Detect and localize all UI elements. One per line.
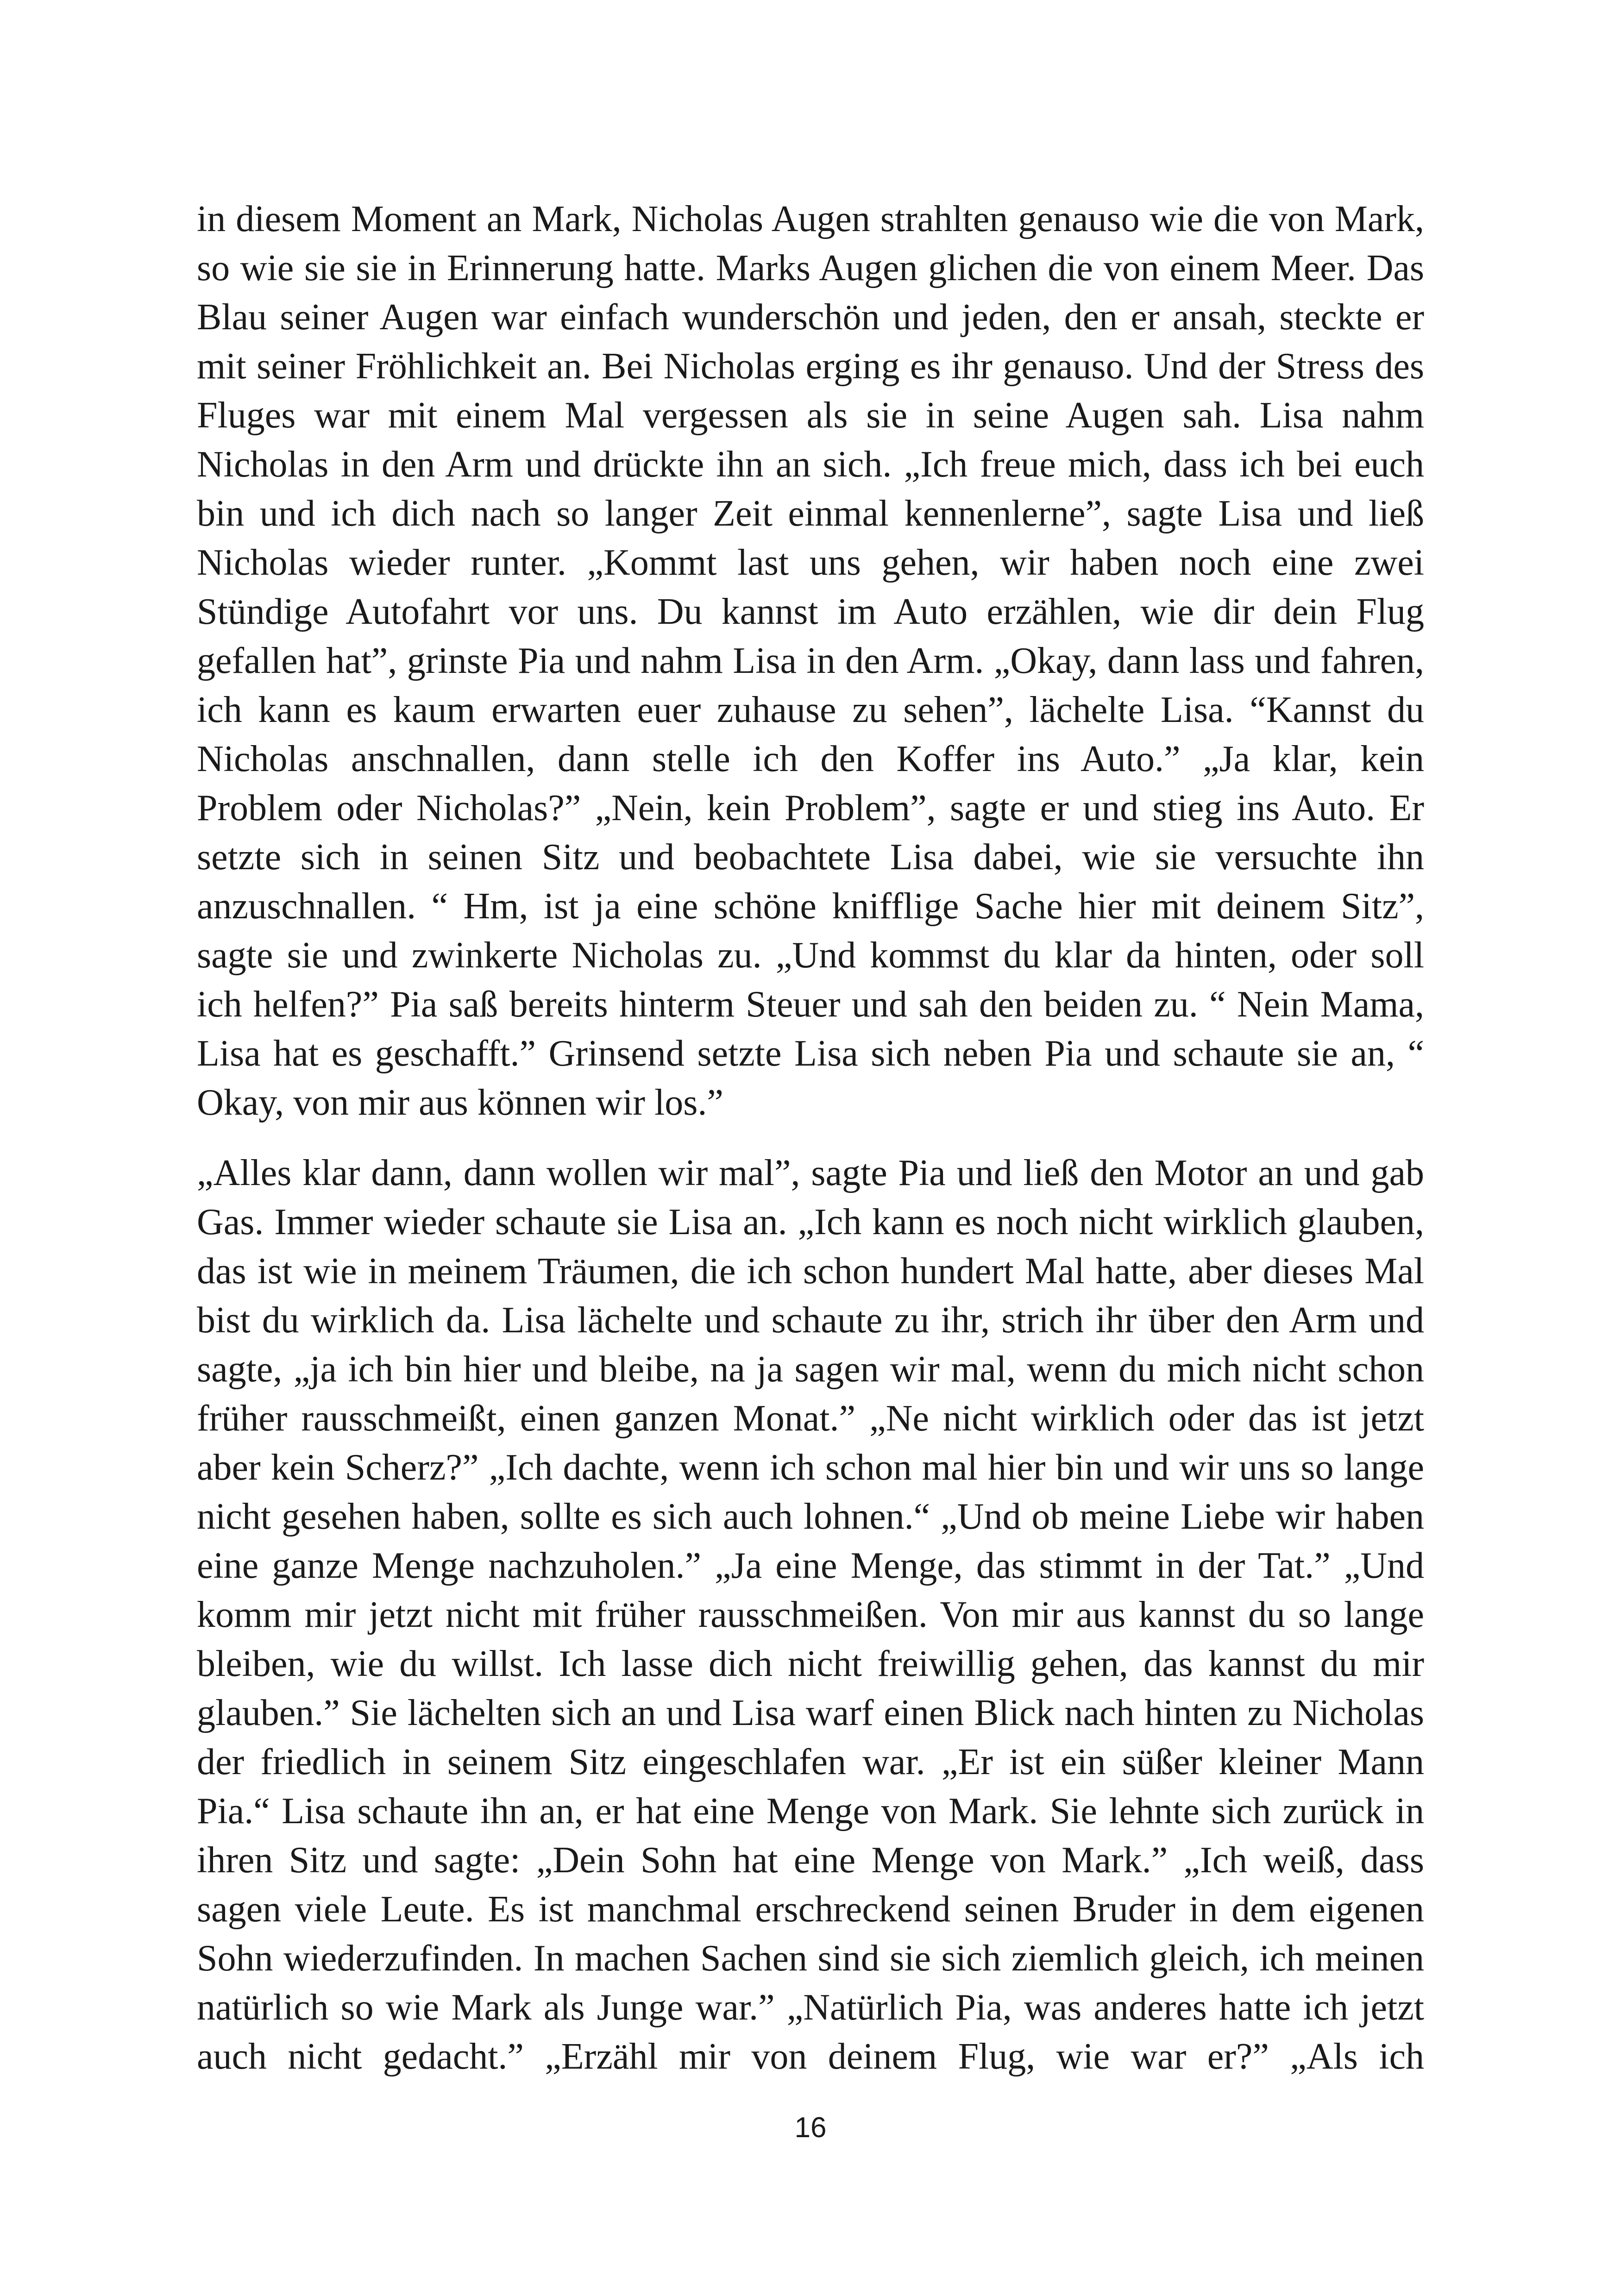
text-line: Problem oder Nicholas?” „Nein, kein Problem”, sagte er und stieg ins Auto. Er xyxy=(197,788,1424,828)
text-line: „Alles klar dann, dann wollen wir mal”, sagte Pia und ließ den Motor an und gab xyxy=(197,1153,1424,1193)
text-line: bleiben, wie du willst. Ich lasse dich nicht freiwillig gehen, das kannst du mir xyxy=(197,1644,1424,1684)
text-line: Stündige Autofahrt vor uns. Du kannst im Auto erzählen, wie dir dein Flug xyxy=(197,591,1424,632)
text-line: Okay, von mir aus können wir los.” xyxy=(197,1082,723,1123)
text-line: das ist wie in meinem Träumen, die ich schon hundert Mal hatte, aber dieses Mal xyxy=(197,1251,1424,1292)
text-line: Fluges war mit einem Mal vergessen als sie in seine Augen sah. Lisa nahm xyxy=(197,395,1424,436)
text-line: der friedlich in seinem Sitz eingeschlafen war. „Er ist ein süßer kleiner Mann xyxy=(197,1742,1424,1782)
text-line: ich kann es kaum erwarten euer zuhause zu sehen”, lächelte Lisa. “Kannst du xyxy=(197,690,1424,730)
text-line: sagte, „ja ich bin hier und bleibe, na ja sagen wir mal, wenn du mich nicht schon xyxy=(197,1349,1424,1390)
text-line: natürlich so wie Mark als Junge war.” „Natürlich Pia, was anderes hatte ich jetzt xyxy=(197,1987,1424,2028)
text-line: sagen viele Leute. Es ist manchmal erschreckend seinen Bruder in dem eigenen xyxy=(197,1889,1424,1930)
text-line: so wie sie sie in Erinnerung hatte. Marks Augen glichen die von einem Meer. Das xyxy=(197,248,1424,289)
text-line: nicht gesehen haben, sollte es sich auch lohnen.“ „Und ob meine Liebe wir haben xyxy=(197,1496,1424,1537)
text-line: Gas. Immer wieder schaute sie Lisa an. „Ich kann es noch nicht wirklich glauben, xyxy=(197,1202,1424,1242)
text-line: Pia.“ Lisa schaute ihn an, er hat eine Menge von Mark. Sie lehnte sich zurück in xyxy=(197,1791,1424,1832)
text-line: aber kein Scherz?” „Ich dachte, wenn ich schon mal hier bin und wir uns so lange xyxy=(197,1447,1424,1488)
paragraph-1 xyxy=(197,194,1424,1127)
paragraph-2 xyxy=(197,1148,1424,2081)
text-line: eine ganze Menge nachzuholen.” „Ja eine Menge, das stimmt in der Tat.” „Und xyxy=(197,1545,1424,1586)
text-line: früher rausschmeißt, einen ganzen Monat.” „Ne nicht wirklich oder das ist jetzt xyxy=(197,1398,1424,1439)
text-line: gefallen hat”, grinste Pia und nahm Lisa in den Arm. „Okay, dann lass und fahren, xyxy=(197,640,1424,681)
text-line: ihren Sitz und sagte: „Dein Sohn hat eine Menge von Mark.” „Ich weiß, dass xyxy=(197,1840,1424,1881)
text-line: bist du wirklich da. Lisa lächelte und schaute zu ihr, strich ihr über den Arm und xyxy=(197,1300,1424,1341)
text-line: Nicholas wieder runter. „Kommt last uns gehen, wir haben noch eine zwei xyxy=(197,542,1424,583)
text-line: mit seiner Fröhlichkeit an. Bei Nicholas erging es ihr genauso. Und der Stress des xyxy=(197,346,1424,387)
text-line: Lisa hat es geschafft.” Grinsend setzte Lisa sich neben Pia und schaute sie an, “ xyxy=(197,1033,1424,1074)
text-line: sagte sie und zwinkerte Nicholas zu. „Und kommst du klar da hinten, oder soll xyxy=(197,935,1424,976)
text-line: bin und ich dich nach so langer Zeit einmal kennenlerne”, sagte Lisa und ließ xyxy=(197,493,1424,534)
page-number: 16 xyxy=(794,2112,827,2144)
text-line: glauben.” Sie lächelten sich an und Lisa warf einen Blick nach hinten zu Nicholas xyxy=(197,1693,1424,1733)
text-line: ich helfen?” Pia saß bereits hinterm Steuer und sah den beiden zu. “ Nein Mama, xyxy=(197,984,1424,1025)
text-line: Nicholas in den Arm und drückte ihn an sich. „Ich freue mich, dass ich bei euch xyxy=(197,444,1424,485)
text-line: setzte sich in seinen Sitz und beobachtete Lisa dabei, wie sie versuchte ihn xyxy=(197,837,1424,878)
text-line: Nicholas anschnallen, dann stelle ich den Koffer ins Auto.” „Ja klar, kein xyxy=(197,739,1424,779)
text-line: auch nicht gedacht.” „Erzähl mir von deinem Flug, wie war er?” „Als ich xyxy=(197,2036,1424,2077)
text-line: anzuschnallen. “ Hm, ist ja eine schöne knifflige Sache hier mit deinem Sitz”, xyxy=(197,886,1424,927)
text-line: Blau seiner Augen war einfach wunderschön und jeden, den er ansah, steckte er xyxy=(197,297,1424,338)
text-line: Sohn wiederzufinden. In machen Sachen sind sie sich ziemlich gleich, ich meinen xyxy=(197,1938,1424,1979)
text-line: in diesem Moment an Mark, Nicholas Augen strahlten genauso wie die von Mark, xyxy=(197,199,1424,239)
text-line: komm mir jetzt nicht mit früher rausschmeißen. Von mir aus kannst du so lange xyxy=(197,1594,1424,1635)
